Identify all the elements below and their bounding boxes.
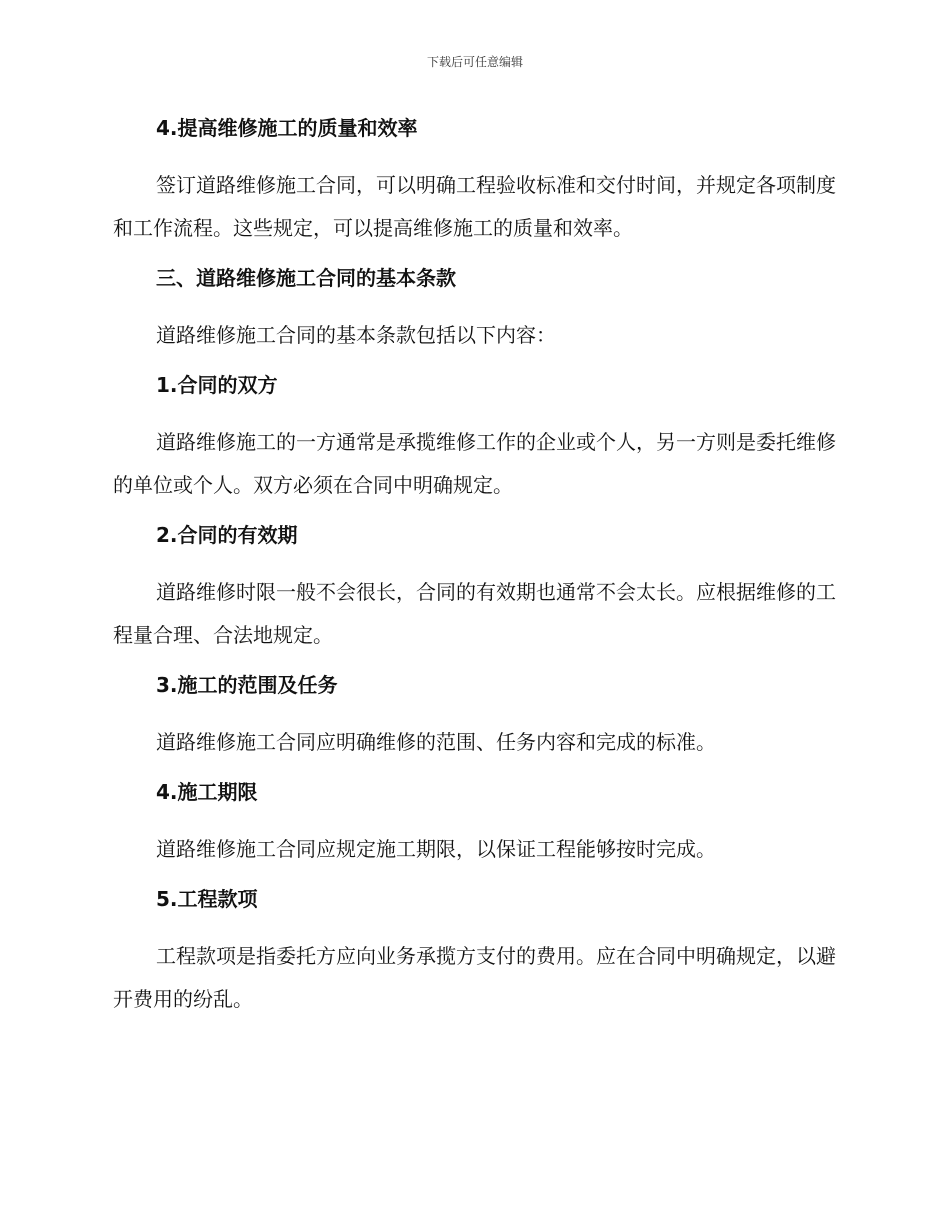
- paragraph: 道路维修施工合同应规定施工期限，以保证工程能够按时完成。: [156, 837, 716, 861]
- section-heading: 5.工程款项: [156, 887, 258, 911]
- paragraph: 道路维修施工的一方通常是承揽维修工作的企业或个人，另一方则是委托维修的单位或个人。双方必须在合同中明确规定。: [113, 430, 836, 497]
- paragraph: 道路维修施工合同应明确维修的范围、任务内容和完成的标准。: [156, 730, 716, 754]
- paragraph: 工程款项是指委托方应向业务承揽方支付的费用。应在合同中明确规定，以避开费用的纷乱。: [113, 944, 836, 1011]
- section-heading: 3.施工的范围及任务: [156, 673, 338, 697]
- paragraph: 道路维修时限一般不会很长，合同的有效期也通常不会太长。应根据维修的工程量合理、合法地规定。: [113, 580, 836, 647]
- section-heading: 4.施工期限: [156, 780, 258, 804]
- section-heading: 2.合同的有效期: [156, 523, 298, 547]
- page-header: 下载后可任意编辑: [426, 55, 523, 69]
- section-heading: 三、道路维修施工合同的基本条款: [156, 266, 456, 290]
- section-heading: 4.提高维修施工的质量和效率: [156, 116, 418, 140]
- paragraph: 道路维修施工合同的基本条款包括以下内容：: [156, 323, 556, 347]
- paragraph: 签订道路维修施工合同，可以明确工程验收标准和交付时间，并规定各项制度和工作流程。这些规定，可以提高维修施工的质量和效率。: [113, 173, 836, 240]
- section-heading: 1.合同的双方: [156, 373, 278, 397]
- document-body: [113, 110, 838, 1021]
